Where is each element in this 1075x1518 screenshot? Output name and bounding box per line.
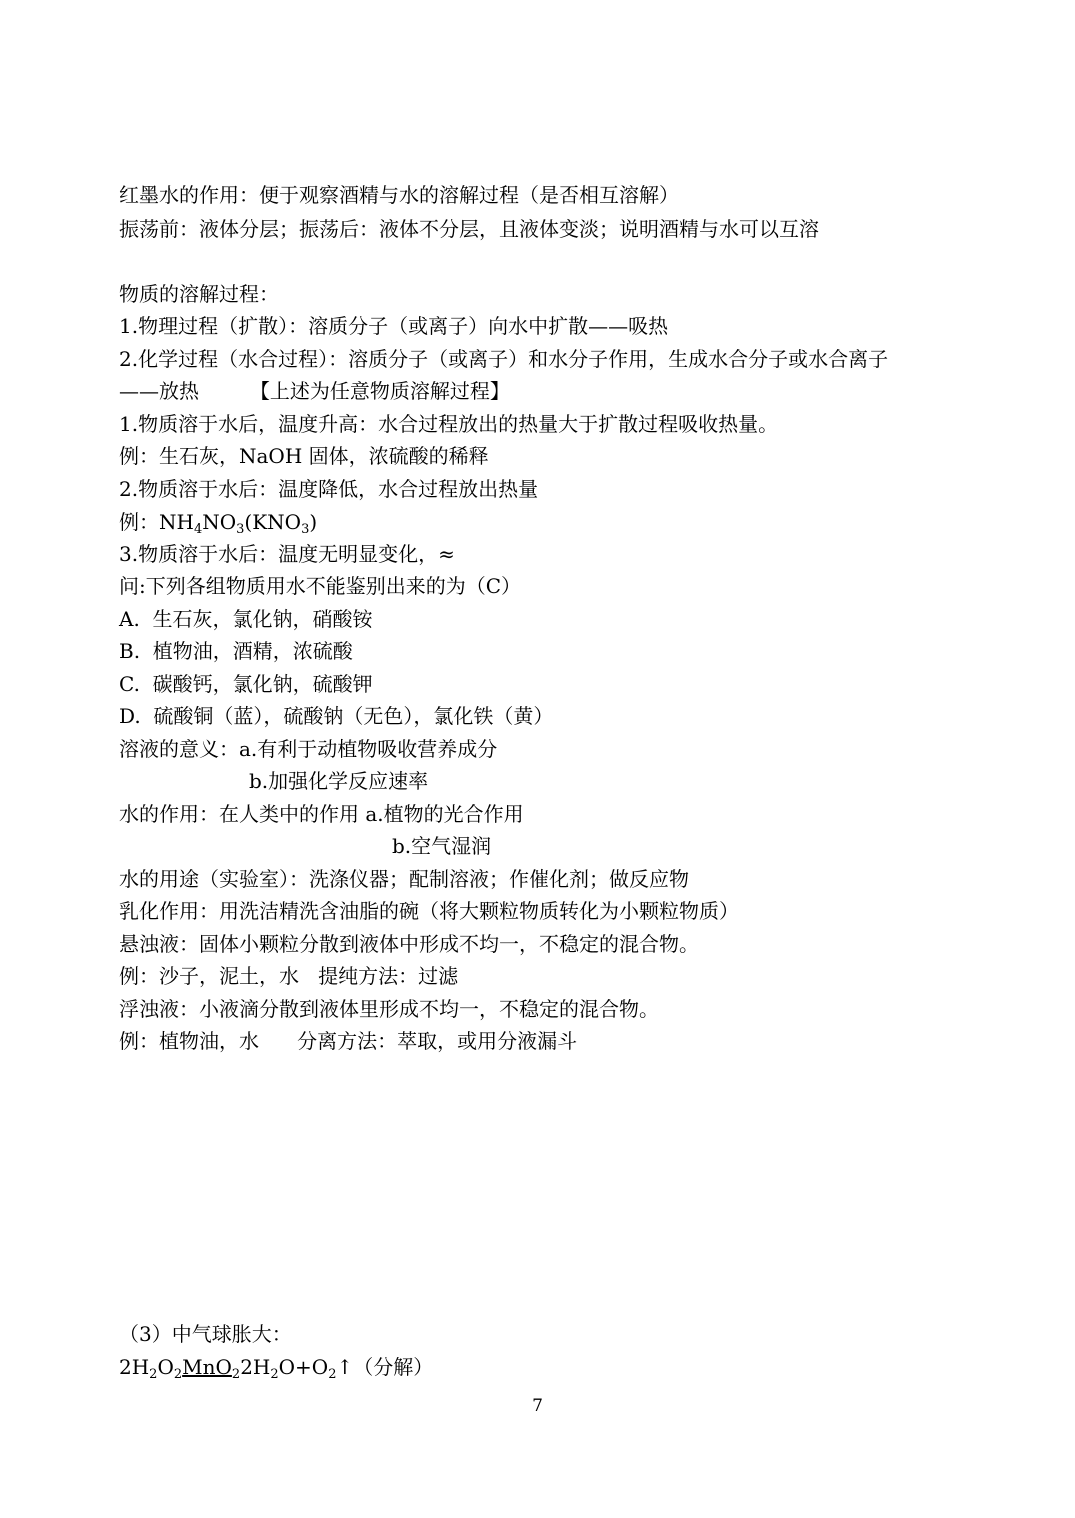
line-15: 溶液的意义：a.有利于动植物吸收营养成分 bbox=[119, 737, 498, 761]
equation-line bbox=[119, 1355, 433, 1387]
eq-sub-2: 2 bbox=[173, 1367, 183, 1382]
eq-note: （分解） bbox=[353, 1355, 434, 1379]
nh4-sub-3b: 3 bbox=[301, 522, 310, 537]
line-20: 乳化作用：用洗洁精洗含油脂的碗（将大颗粒物质转化为小颗粒物质） bbox=[119, 899, 739, 923]
line-8: 例：生石灰，NaOH 固体，浓硫酸的稀释 bbox=[119, 444, 489, 468]
line-1: 红墨水的作用：便于观察酒精与水的溶解过程（是否相互溶解） bbox=[119, 183, 679, 207]
line-22: 例：沙子，泥土，水 提纯方法：过滤 bbox=[119, 964, 459, 988]
eq-part-1: 2H bbox=[119, 1355, 150, 1379]
line-3: 物质的溶解过程： bbox=[119, 282, 279, 306]
line-16: b.加强化学反应速率 bbox=[249, 769, 429, 793]
line-25: （3）中气球胀大： bbox=[119, 1322, 292, 1346]
page-number: 7 bbox=[532, 1396, 543, 1416]
eq-catalyst bbox=[182, 1355, 241, 1382]
option-a: A. 生石灰，氯化钠，硝酸铵 bbox=[119, 607, 373, 631]
line-nh4no3 bbox=[119, 510, 317, 542]
option-c: C. 碳酸钙，氯化钠，硫酸钾 bbox=[119, 672, 373, 696]
nh4-sub-3a: 3 bbox=[236, 522, 245, 537]
line-6: ——放热 【上述为任意物质溶解过程】 bbox=[119, 379, 510, 403]
eq-arrow: ↑ bbox=[336, 1355, 354, 1379]
nh4-mid2: (KNO bbox=[244, 510, 302, 534]
eq-part-4: O+O bbox=[278, 1355, 329, 1379]
eq-sub-4: 2 bbox=[328, 1367, 337, 1382]
line-9: 2.物质溶于水后：温度降低，水合过程放出热量 bbox=[119, 477, 539, 501]
line-19: 水的用途（实验室）：洗涤仪器；配制溶液；作催化剂；做反应物 bbox=[119, 867, 689, 891]
eq-catalyst-sub: 2 bbox=[231, 1367, 241, 1382]
line-17: 水的作用：在人类中的作用 a.植物的光合作用 bbox=[119, 802, 524, 826]
line-7: 1.物质溶于水后，温度升高：水合过程放出的热量大于扩散过程吸收热量。 bbox=[119, 412, 779, 436]
nh4-suffix: ) bbox=[309, 510, 318, 534]
line-4: 1.物理过程（扩散）：溶质分子（或离子）向水中扩散——吸热 bbox=[119, 314, 669, 338]
option-b: B. 植物油，酒精，浓硫酸 bbox=[119, 639, 353, 663]
line-2: 振荡前：液体分层；振荡后：液体不分层，且液体变淡；说明酒精与水可以互溶 bbox=[119, 217, 819, 241]
line-24: 例：植物油，水 分离方法：萃取，或用分液漏斗 bbox=[119, 1029, 578, 1053]
nh4-sub-4: 4 bbox=[193, 522, 203, 537]
line-11: 问:下列各组物质用水不能鉴别出来的为（C） bbox=[119, 574, 522, 598]
nh4-mid: NO bbox=[202, 510, 237, 534]
eq-sub-3: 2 bbox=[270, 1367, 279, 1382]
line-5: 2.化学过程（水合过程）：溶质分子（或离子）和水分子作用，生成水合分子或水合离子 bbox=[119, 347, 889, 371]
line-23: 浮浊液：小液滴分散到液体里形成不均一，不稳定的混合物。 bbox=[119, 997, 659, 1021]
line-10: 3.物质溶于水后：温度无明显变化，≈ bbox=[119, 542, 455, 566]
eq-catalyst-text: MnO bbox=[182, 1355, 232, 1379]
option-d: D. 硫酸铜（蓝），硫酸钠（无色），氯化铁（黄） bbox=[119, 704, 554, 728]
eq-part-2: O bbox=[157, 1355, 174, 1379]
line-18: b.空气湿润 bbox=[392, 834, 492, 858]
line-21: 悬浊液：固体小颗粒分散到液体中形成不均一，不稳定的混合物。 bbox=[119, 932, 699, 956]
nh4-prefix: 例：NH bbox=[119, 510, 194, 534]
eq-part-3: 2H bbox=[240, 1355, 271, 1379]
eq-sub-1: 2 bbox=[149, 1367, 158, 1382]
